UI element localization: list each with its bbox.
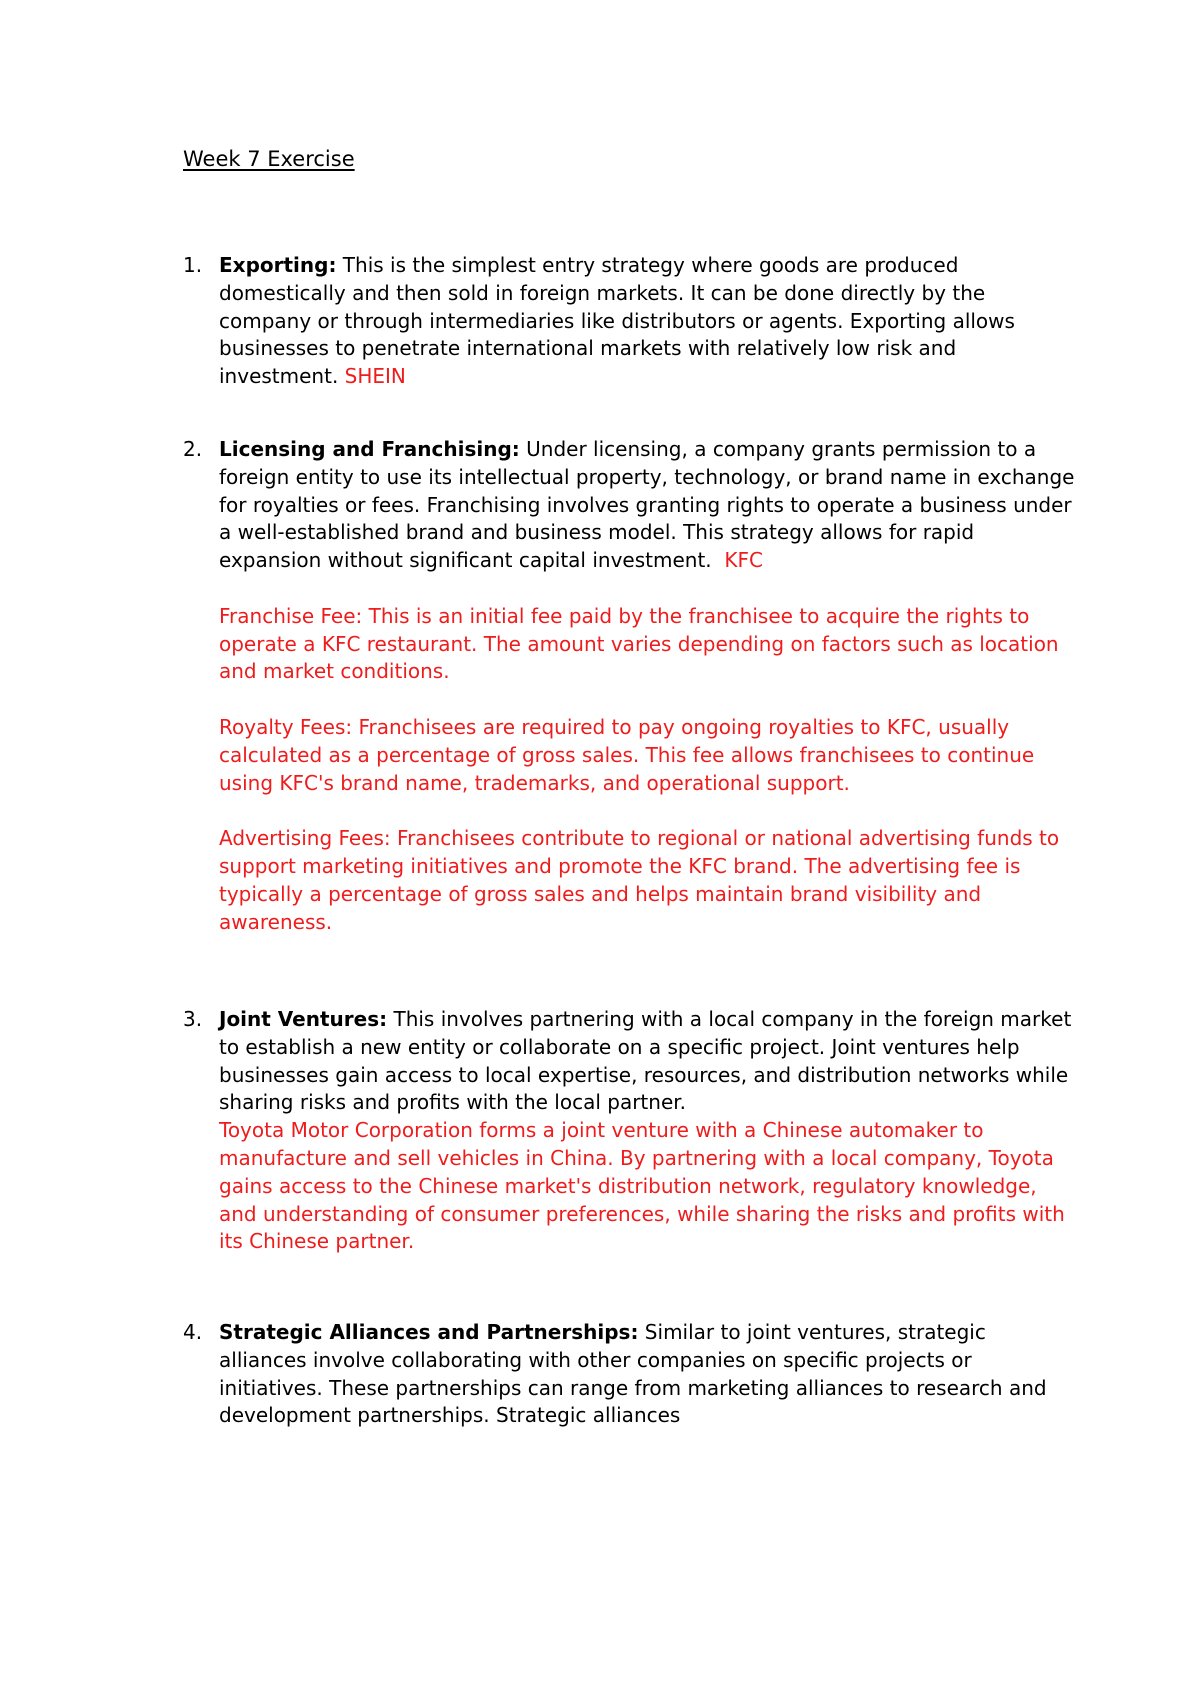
list-item-number: 3.	[183, 1007, 203, 1031]
list-item-number: 4.	[183, 1320, 203, 1344]
example-company: SHEIN	[344, 364, 406, 389]
list-item-term: Licensing and Franchising:	[219, 437, 520, 461]
list-item-body	[219, 1006, 1079, 1256]
list-item-text: Similar to joint ventures, strategic alliances involve collaborating with other companies on specific projects or initiatives. These partnerships can range from marketing alliances to research and development partnerships. Strategic alliances	[219, 1320, 1047, 1428]
royalty-fees-note: Royalty Fees: Franchisees are required to pay ongoing royalties to KFC, usually calculated as a percentage of gross sales. This fee allows franchisees to continue using KFC's brand name, trademarks, and operational support.	[219, 714, 1035, 795]
example-company: KFC	[724, 548, 763, 573]
list-item-paragraph	[219, 252, 1079, 391]
list-item-text: This involves partnering with a local company in the foreign market to establish a new entity or collaborate on a specific project. Joint ventures help businesses gain access to local expertise, resources, and distribution networks while sharing risks and profits with the local partner.	[219, 1007, 1072, 1115]
list-item-term: Strategic Alliances and Partnerships:	[219, 1320, 639, 1344]
list-item-paragraph	[219, 1319, 1079, 1430]
example-text: Toyota Motor Corporation forms a joint venture with a Chinese automaker to manufacture and sell vehicles in China. By partnering with a local company, Toyota gains access to the Chinese market's distribution network, regulatory knowledge, and understanding of consumer preferences, while sharing the risks and profits with its Chinese partner.	[219, 1118, 1065, 1254]
list-item-number: 1.	[183, 253, 203, 277]
list-item-body	[219, 252, 1079, 391]
list-item-body	[219, 436, 1079, 936]
list-item-number: 2.	[183, 437, 203, 461]
franchise-fee-note: Franchise Fee: This is an initial fee paid by the franchisee to acquire the rights to operate a KFC restaurant. The amount varies depending on factors such as location and market conditions.	[219, 603, 1059, 684]
list-item-term: Joint Ventures:	[219, 1007, 388, 1031]
advertising-fees-note: Advertising Fees: Franchisees contribute to regional or national advertising funds to support marketing initiatives and promote the KFC brand. The advertising fee is typically a percentage of gross sales and helps maintain brand visibility and awareness.	[219, 826, 1060, 934]
list-item-text: This is the simplest entry strategy where goods are produced domestically and then sold in foreign markets. It can be done directly by the company or through intermediaries like distributors or agents. Exporting allows businesses to penetrate international markets with relatively low risk and investment.	[219, 253, 1015, 389]
page-title: Week 7 Exercise	[183, 147, 355, 171]
list-item-paragraph	[219, 1006, 1079, 1117]
list-item-paragraph	[219, 436, 1079, 575]
list-item-text: Under licensing, a company grants permission to a foreign entity to use its intellectual property, technology, or brand name in exchange for royalties or fees. Franchising involves granting rights to operate a business under a well-established brand and business model. This strategy allows for rapid expansion without significant capital investment.	[219, 437, 1075, 573]
list-item-body	[219, 1319, 1079, 1430]
list-item-term: Exporting:	[219, 253, 337, 277]
